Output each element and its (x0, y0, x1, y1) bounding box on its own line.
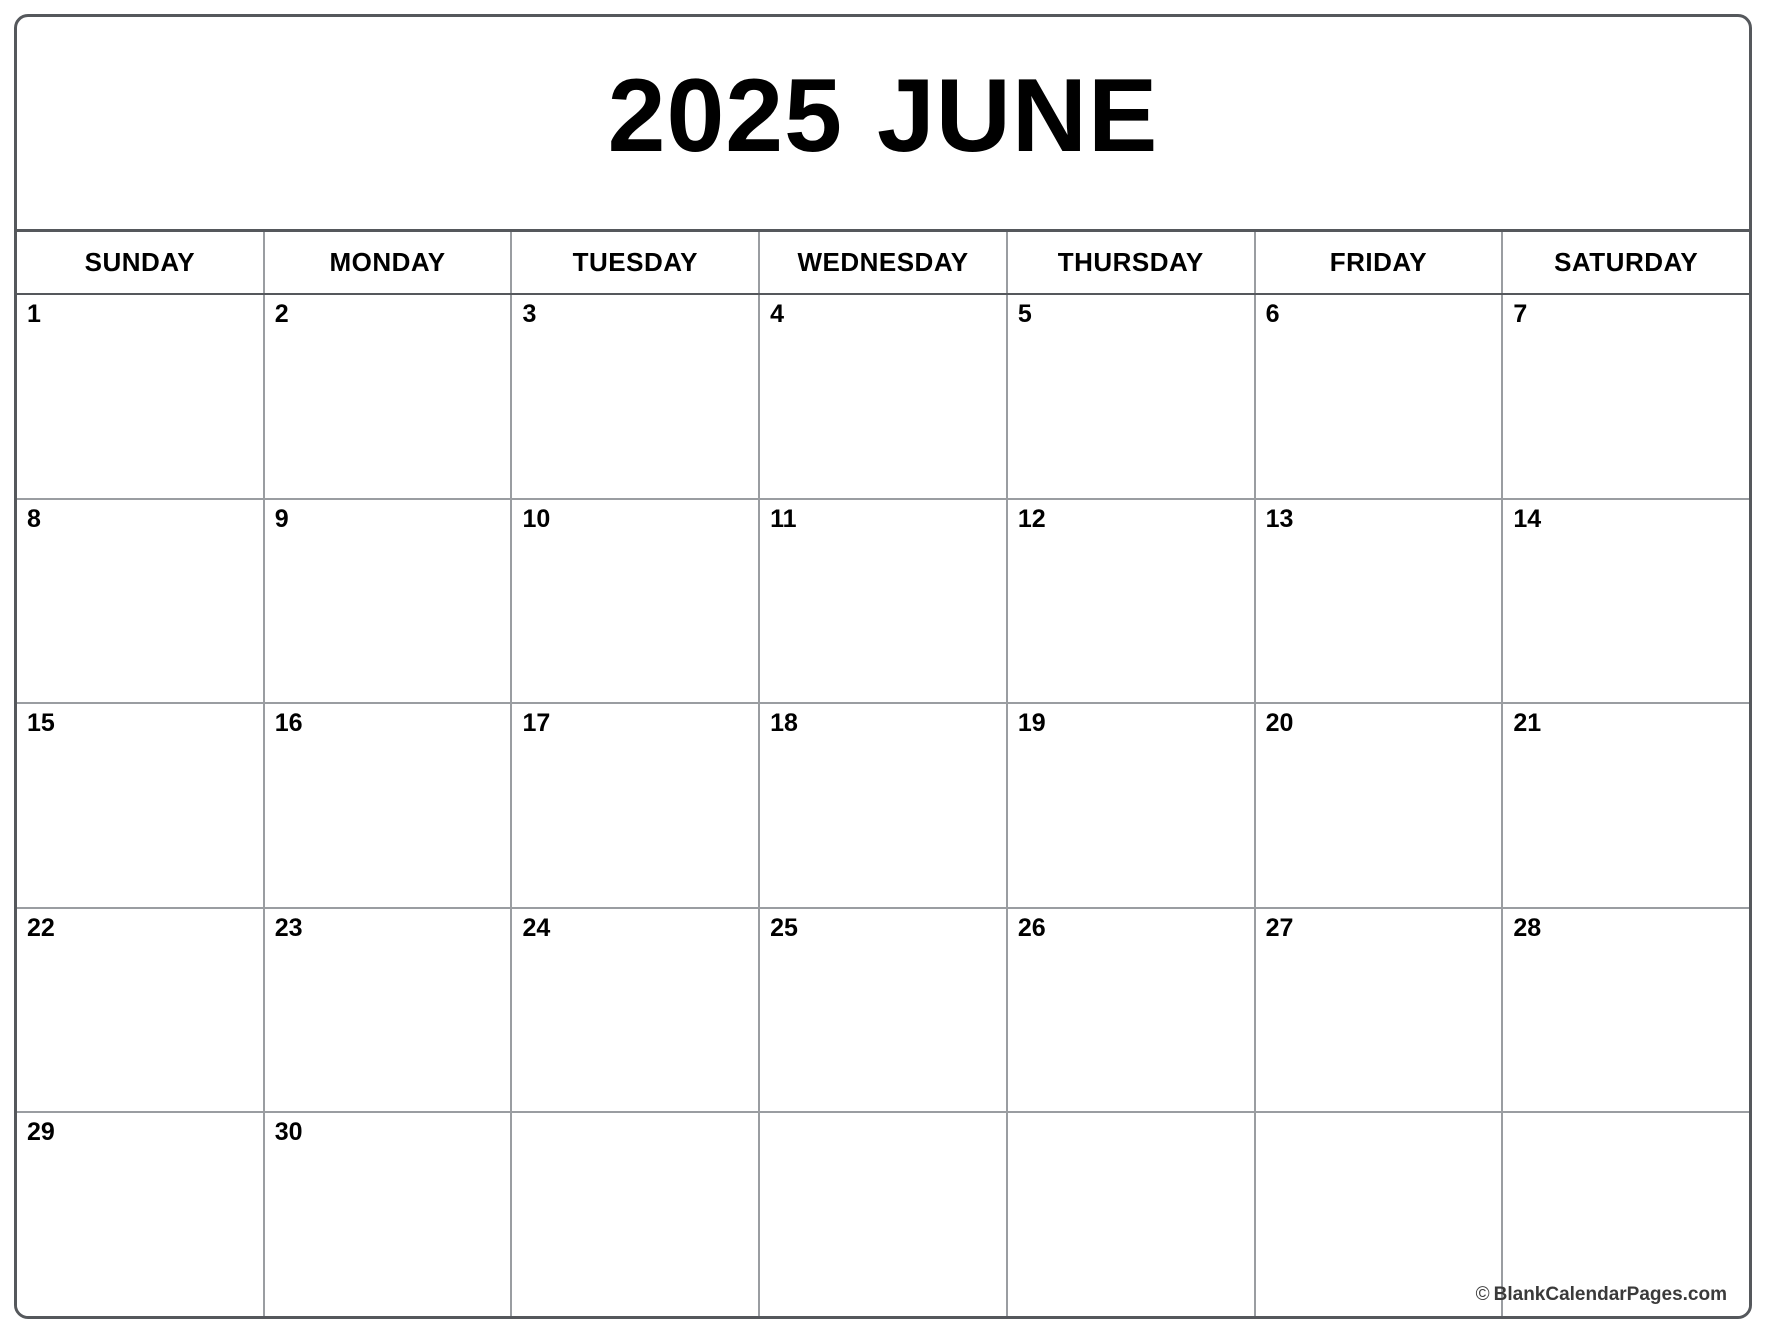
weekday-header-row (17, 232, 1749, 295)
day-cell[interactable] (265, 500, 513, 703)
day-number: 19 (1017, 709, 1046, 738)
day-cell[interactable] (265, 704, 513, 907)
day-number: 26 (1017, 913, 1046, 942)
day-cell[interactable] (265, 909, 513, 1112)
day-number: 29 (27, 1118, 55, 1147)
day-cell[interactable] (512, 295, 760, 498)
week-row (17, 500, 1749, 705)
day-cell[interactable] (1503, 909, 1749, 1112)
day-cell[interactable] (1503, 295, 1749, 498)
copyright-symbol: © (1475, 1284, 1490, 1305)
credit-watermark (1476, 1284, 1727, 1306)
day-cell[interactable] (760, 1113, 1008, 1316)
day-number: 11 (770, 504, 797, 533)
day-cell[interactable] (512, 500, 760, 703)
day-cell[interactable] (17, 704, 265, 907)
day-cell[interactable] (1256, 1113, 1504, 1316)
day-cell[interactable] (760, 500, 1008, 703)
day-cell[interactable] (1503, 500, 1749, 703)
day-number: 24 (522, 913, 551, 942)
day-number: 7 (1513, 300, 1528, 328)
week-row (17, 704, 1749, 909)
day-number: 3 (522, 300, 537, 328)
day-cell[interactable] (1256, 500, 1504, 703)
day-cell[interactable] (1256, 909, 1504, 1112)
day-cell[interactable] (512, 909, 760, 1112)
calendar-container (14, 14, 1752, 1319)
weekday-header-tuesday: TUESDAY (512, 232, 760, 293)
weekday-header-wednesday: WEDNESDAY (760, 232, 1008, 293)
day-cell[interactable] (760, 909, 1008, 1112)
day-cell[interactable] (1503, 704, 1749, 907)
day-cell[interactable] (1008, 704, 1256, 907)
day-number: 1 (27, 300, 41, 328)
day-number: 20 (1265, 709, 1294, 738)
calendar-grid (17, 295, 1749, 1316)
weekday-header-monday: MONDAY (265, 232, 513, 293)
day-number: 4 (770, 300, 785, 328)
page-title (607, 58, 1159, 182)
day-cell[interactable] (512, 704, 760, 907)
day-number: 2 (274, 300, 289, 328)
day-number: 8 (27, 504, 41, 533)
day-number: 17 (522, 709, 551, 738)
day-number: 23 (274, 913, 303, 942)
day-cell[interactable] (760, 704, 1008, 907)
day-number: 5 (1017, 300, 1032, 328)
day-cell[interactable] (1008, 1113, 1256, 1316)
day-cell[interactable] (512, 1113, 760, 1316)
weekday-header-friday: FRIDAY (1256, 232, 1504, 293)
day-number: 27 (1265, 913, 1294, 942)
weekday-header-saturday: SATURDAY (1554, 247, 1699, 277)
day-number: 15 (27, 709, 55, 738)
day-cell[interactable] (265, 295, 513, 498)
day-number: 16 (274, 709, 303, 738)
day-number: 14 (1513, 504, 1542, 533)
day-number: 13 (1265, 504, 1294, 533)
day-number: 10 (522, 504, 551, 533)
day-cell[interactable] (1008, 909, 1256, 1112)
weekday-header-sunday: SUNDAY (17, 232, 265, 293)
day-number: 21 (1513, 709, 1542, 738)
day-number: 22 (27, 913, 55, 942)
day-cell[interactable] (1008, 295, 1256, 498)
week-row (17, 909, 1749, 1114)
credit-label: BlankCalendarPages.com (1493, 1284, 1727, 1305)
day-number: 12 (1017, 504, 1046, 533)
day-cell[interactable] (17, 500, 265, 703)
day-cell[interactable] (17, 909, 265, 1112)
day-cell[interactable] (265, 1113, 513, 1316)
day-number: 6 (1265, 300, 1280, 328)
day-number: 18 (770, 709, 798, 738)
day-cell[interactable] (17, 295, 265, 498)
day-cell[interactable] (760, 295, 1008, 498)
week-row (17, 295, 1749, 500)
day-number: 25 (770, 913, 798, 942)
title-month: JUNE (876, 58, 1159, 174)
day-number: 28 (1513, 913, 1542, 942)
calendar-title-bar (17, 17, 1749, 232)
day-cell[interactable] (1008, 500, 1256, 703)
day-number: 9 (274, 504, 289, 533)
weekday-header-thursday: THURSDAY (1008, 232, 1256, 293)
day-number: 30 (274, 1118, 303, 1147)
title-year: 2025 (607, 58, 843, 174)
day-cell[interactable] (1256, 295, 1504, 498)
day-cell[interactable] (17, 1113, 265, 1316)
day-cell[interactable] (1256, 704, 1504, 907)
